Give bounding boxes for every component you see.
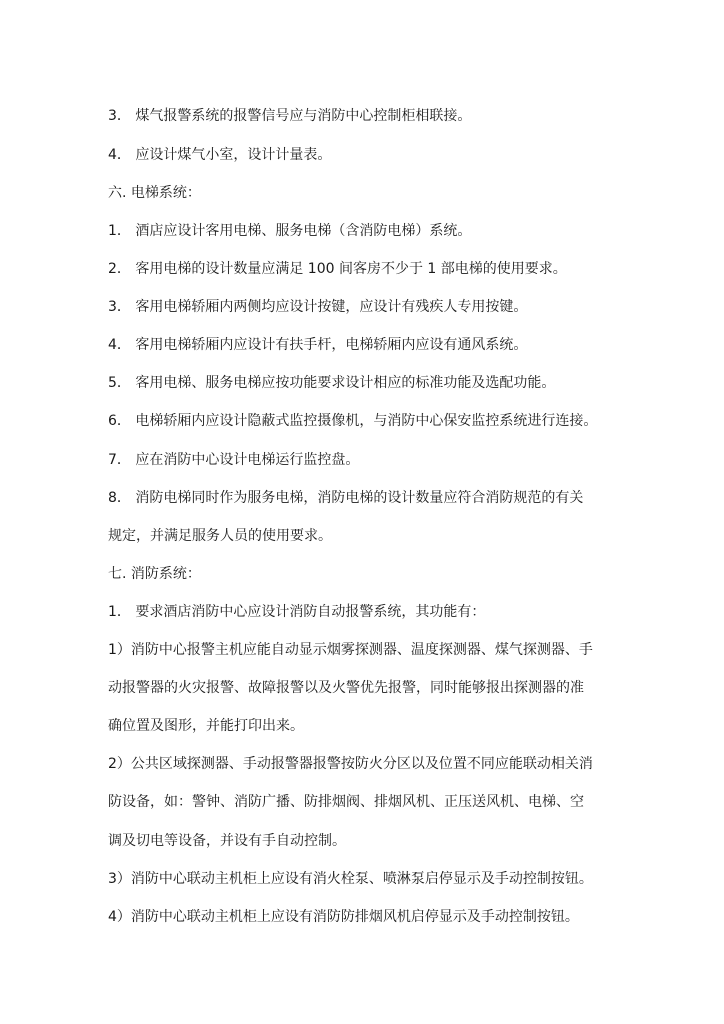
text-line: 规定，并满足服务人员的使用要求。 [108, 528, 332, 544]
text-line: 4． 客用电梯轿厢内应设计有扶手杆，电梯轿厢内应设有通风系统。 [108, 337, 528, 353]
text-line: 4）消防中心联动主机柜上应设有消防防排烟风机启停显示及手动控制按钮。 [108, 909, 579, 925]
text-line: 调及切电等设备，并设有手自动控制。 [108, 833, 346, 849]
section-heading: 六. 电梯系统： [108, 185, 201, 201]
text-line: 1． 要求酒店消防中心应设计消防自动报警系统，其功能有： [108, 604, 486, 620]
text-line: 3）消防中心联动主机柜上应设有消火栓泵、喷淋泵启停显示及手动控制按钮。 [108, 871, 593, 887]
text-line: 1）消防中心报警主机应能自动显示烟雾探测器、温度探测器、煤气探测器、手 [108, 642, 593, 658]
text-line: 动报警器的火灾报警、故障报警以及火警优先报警，同时能够报出探测器的准 [108, 680, 584, 696]
text-line: 8． 消防电梯同时作为服务电梯，消防电梯的设计数量应符合消防规范的有关 [108, 490, 584, 506]
text-line: 1． 酒店应设计客用电梯、服务电梯（含消防电梯）系统。 [108, 223, 472, 239]
text-line: 3． 客用电梯轿厢内两侧均应设计按键，应设计有残疾人专用按键。 [108, 299, 528, 315]
text-line: 防设备，如：警钟、消防广播、防排烟阀、排烟风机、正压送风机、电梯、空 [108, 794, 584, 810]
text-line: 7． 应在消防中心设计电梯运行监控盘。 [108, 452, 360, 468]
text-line: 2）公共区域探测器、手动报警器报警按防火分区以及位置不同应能联动相关消 [108, 756, 593, 772]
text-line: 确位置及图形，并能打印出来。 [108, 718, 304, 734]
text-line: 4． 应设计煤气小室，设计计量表。 [108, 147, 332, 163]
text-line: 3． 煤气报警系统的报警信号应与消防中心控制柜相联接。 [108, 108, 472, 124]
text-line: 2． 客用电梯的设计数量应满足 100 间客房不少于 1 部电梯的使用要求。 [108, 261, 567, 277]
text-line: 6． 电梯轿厢内应设计隐蔽式监控摄像机，与消防中心保安监控系统进行连接。 [108, 413, 598, 429]
section-heading: 七. 消防系统： [108, 566, 201, 582]
text-line: 5． 客用电梯、服务电梯应按功能要求设计相应的标准功能及选配功能。 [108, 375, 556, 391]
